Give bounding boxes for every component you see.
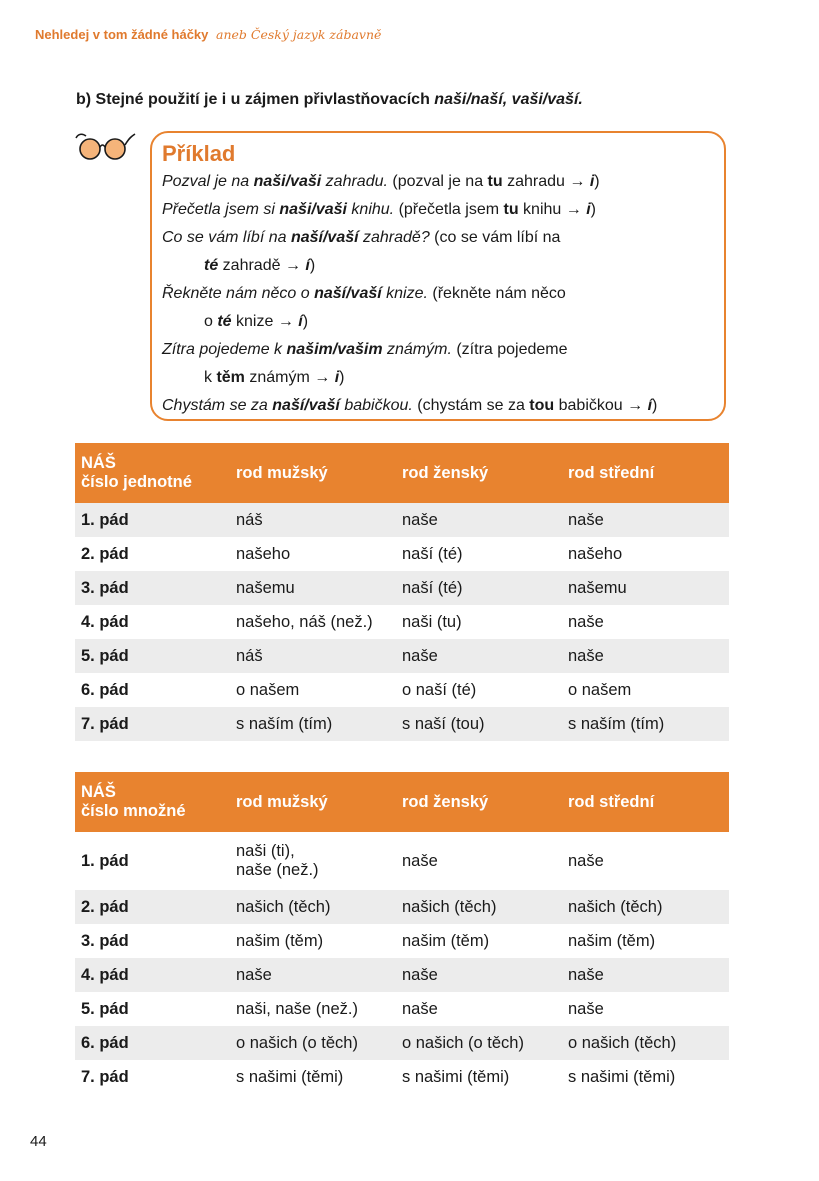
- declension-table-singular: [75, 443, 729, 741]
- cell-neuter: našich (těch): [562, 890, 729, 924]
- table-row: [75, 571, 729, 605]
- case-label: 5. pád: [81, 999, 129, 1018]
- table-row: [75, 639, 729, 673]
- table-row: [75, 992, 729, 1026]
- example-line-2: Přečetla jsem si naši/vaši knihu. (přečetla jsem tu knihu → i): [162, 201, 596, 218]
- case-label: 1. pád: [75, 503, 230, 537]
- table-row: [75, 605, 729, 639]
- cell-masculine: naši (ti), naše (než.): [236, 842, 319, 879]
- case-label: 4. pád: [81, 612, 129, 631]
- section-heading-b: [76, 91, 583, 109]
- running-header: [35, 27, 381, 42]
- declension-table-plural: [75, 772, 729, 1094]
- cell-masculine: našeho, náš (než.): [236, 612, 373, 631]
- case-label: 7. pád: [81, 1067, 129, 1086]
- cell-masculine: náš: [230, 639, 396, 673]
- cell-neuter: o našem: [568, 680, 632, 699]
- section-b-italic: naši/naší, vaši/vaší.: [434, 91, 583, 108]
- case-label: 7. pád: [75, 707, 230, 741]
- example-line-6: o té knize → í): [204, 313, 309, 330]
- cell-neuter: s naším (tím): [562, 707, 729, 741]
- case-label: 6. pád: [75, 1026, 230, 1060]
- header-cell-feminine: rod ženský: [396, 772, 562, 832]
- cell-masculine: naši, naše (než.): [236, 999, 358, 1018]
- cell-neuter: naše: [568, 612, 604, 631]
- cell-feminine: naše: [396, 639, 562, 673]
- example-line-3: Co se vám líbí na naší/vaší zahradě? (co se vám líbí na: [162, 229, 561, 246]
- case-label: 4. pád: [75, 958, 230, 992]
- cell-masculine: o našich (o těch): [230, 1026, 396, 1060]
- header-series-title: Nehledej v tom žádné háčky: [35, 27, 209, 42]
- table-row: [75, 707, 729, 741]
- table-row: [75, 537, 729, 571]
- cell-neuter: naše: [562, 958, 729, 992]
- table-header-row: [75, 772, 729, 832]
- header-cell-title: NÁŠ číslo jednotné: [75, 443, 230, 503]
- cell-feminine: o naší (té): [402, 680, 477, 699]
- cell-neuter: naše: [562, 503, 729, 537]
- cell-masculine: našemu: [230, 571, 396, 605]
- case-label: 3. pád: [81, 931, 129, 950]
- cell-feminine: naši (tu): [402, 612, 462, 631]
- example-line-4: té zahradě → í): [204, 257, 316, 274]
- case-label: 1. pád: [81, 851, 129, 870]
- cell-feminine: naše: [396, 958, 562, 992]
- case-label: 5. pád: [75, 639, 230, 673]
- glasses-right-lens-icon: [105, 139, 125, 159]
- case-label: 3. pád: [75, 571, 230, 605]
- cell-neuter: naše: [568, 851, 604, 870]
- example-line-5: Řekněte nám něco o naší/vaší knize. (řekněte nám něco: [162, 285, 566, 302]
- cell-neuter: o našich (těch): [562, 1026, 729, 1060]
- glasses-right-arm-icon: [125, 134, 135, 145]
- case-label: 2. pád: [75, 890, 230, 924]
- table-row: [75, 673, 729, 707]
- header-cell-neuter: rod střední: [562, 772, 729, 832]
- cell-feminine: s naší (tou): [396, 707, 562, 741]
- header-cell-masculine: rod mužský: [230, 443, 396, 503]
- example-line-8: k těm známým → i): [204, 369, 345, 386]
- cell-neuter: naše: [562, 639, 729, 673]
- example-line-1: Pozval je na naši/vaši zahradu. (pozval je na tu zahradu → i): [162, 173, 600, 190]
- cell-feminine: o našich (o těch): [396, 1026, 562, 1060]
- header-cell-title: NÁŠ číslo množné: [75, 772, 230, 832]
- example-line-9: Chystám se za naší/vaší babičkou. (chystám se za tou babičkou → í): [162, 397, 658, 414]
- table-row: [75, 832, 729, 890]
- table-row: [75, 1026, 729, 1060]
- example-box: [150, 131, 726, 421]
- cell-masculine: našim (těm): [236, 931, 324, 950]
- header-subtitle: aneb Český jazyk zábavně: [216, 27, 382, 42]
- table-row: [75, 958, 729, 992]
- cell-masculine: o našem: [236, 680, 300, 699]
- table-header-row: [75, 443, 729, 503]
- cell-feminine: naší (té): [402, 544, 463, 563]
- cell-masculine: s našimi (těmi): [236, 1067, 344, 1086]
- cell-feminine: naše: [402, 851, 438, 870]
- cell-neuter: s našimi (těmi): [568, 1067, 676, 1086]
- cell-masculine: s naším (tím): [230, 707, 396, 741]
- cell-feminine: našich (těch): [396, 890, 562, 924]
- cell-masculine: naše: [230, 958, 396, 992]
- cell-masculine: náš: [230, 503, 396, 537]
- cell-neuter: našeho: [568, 544, 623, 563]
- cell-neuter: našim (těm): [568, 931, 656, 950]
- page-number: 44: [30, 1133, 47, 1150]
- section-b-text: b) Stejné použití je i u zájmen přivlastňovacích: [76, 91, 435, 108]
- example-title: Příklad: [162, 141, 236, 166]
- header-cell-neuter: rod střední: [562, 443, 729, 503]
- cell-feminine: s našimi (těmi): [402, 1067, 510, 1086]
- table-row: [75, 924, 729, 958]
- cell-feminine: naše: [402, 999, 438, 1018]
- example-line-7: Zítra pojedeme k našim/vašim známým. (zítra pojedeme: [162, 341, 568, 358]
- glasses-bridge-icon: [100, 145, 105, 147]
- cell-feminine: naše: [396, 503, 562, 537]
- table-row: [75, 1060, 729, 1094]
- header-cell-feminine: rod ženský: [396, 443, 562, 503]
- case-label: 6. pád: [81, 680, 129, 699]
- table-row: [75, 890, 729, 924]
- cell-masculine: našich (těch): [230, 890, 396, 924]
- cell-neuter: našemu: [562, 571, 729, 605]
- cell-feminine: naší (té): [396, 571, 562, 605]
- cell-masculine: našeho: [236, 544, 291, 563]
- glasses-left-lens-icon: [80, 139, 100, 159]
- glasses-left-arm-icon: [76, 134, 86, 138]
- cell-feminine: našim (těm): [402, 931, 490, 950]
- cell-neuter: naše: [568, 999, 604, 1018]
- glasses-icon: [74, 130, 136, 162]
- table-row: [75, 503, 729, 537]
- case-label: 2. pád: [81, 544, 129, 563]
- header-cell-masculine: rod mužský: [230, 772, 396, 832]
